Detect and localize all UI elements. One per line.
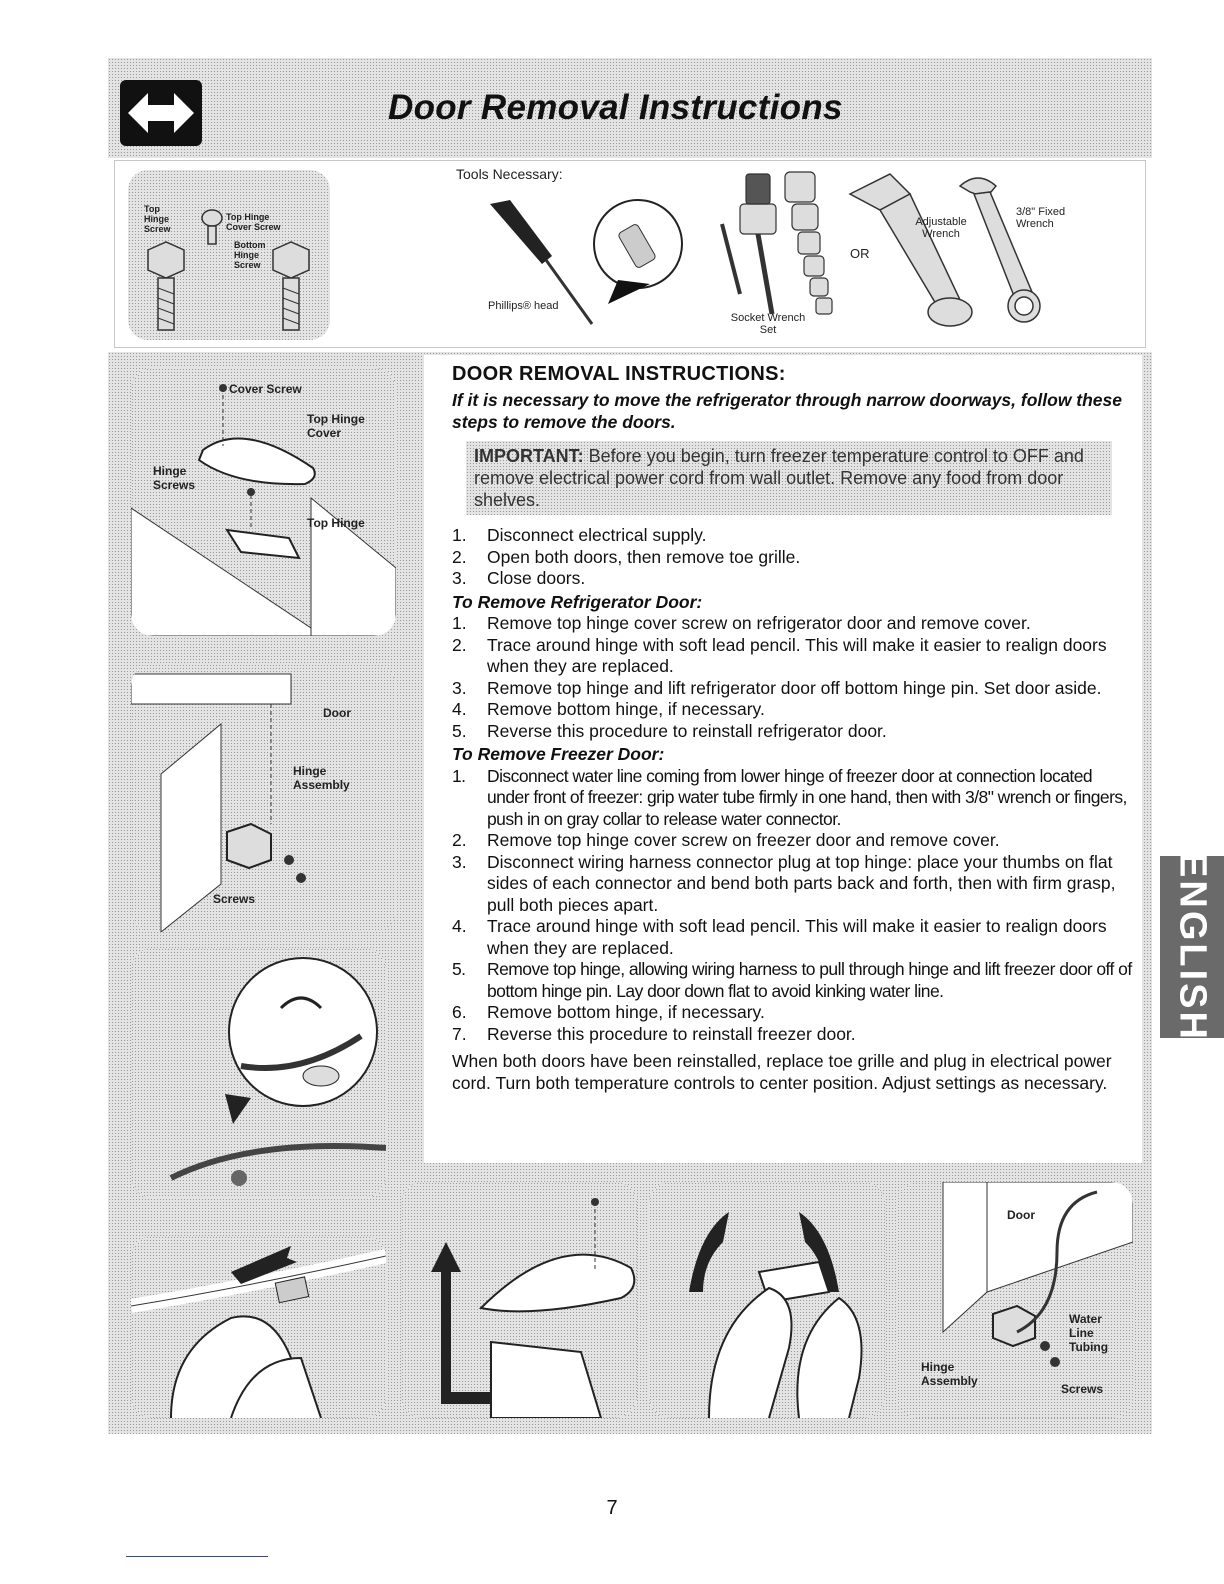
- hinge-screws-illustration: [128, 170, 330, 340]
- freezer-steps: [452, 766, 1132, 1046]
- adjustable-wrench-label: Adjustable Wrench: [915, 216, 967, 240]
- page-title: Door Removal Instructions: [388, 88, 843, 127]
- refrigerator-heading: To Remove Refrigerator Door:: [452, 591, 703, 612]
- section-heading: DOOR REMOVAL INSTRUCTIONS:: [452, 363, 786, 385]
- closing-text: When both doors have been reinstalled, replace toe grille and plug in electrical power cord. Turn both temperature controls to center position. Adjust settings as necessary.: [452, 1051, 1112, 1093]
- top-hinge-illustration: [131, 368, 396, 636]
- lift-cover-illustration: [401, 1182, 637, 1418]
- water-line-tubing-label: Water Line Tubing: [1069, 1312, 1109, 1354]
- screws-label: Screws: [1061, 1382, 1104, 1396]
- list-item: 3. Close doors.: [452, 568, 586, 588]
- hinge-assembly-label: Hinge Assembly: [293, 764, 350, 792]
- language-tab-label: ENGLISH: [1171, 852, 1214, 1042]
- list-item: 1. Disconnect electrical supply.: [452, 525, 707, 545]
- instructions-text: [452, 362, 1132, 1094]
- hinge-screws-label: Hinge Screws: [153, 464, 196, 492]
- list-item: 2. Open both doors, then remove toe grille.: [452, 546, 801, 567]
- double-arrow-icon: [120, 80, 202, 146]
- cover-screw-label: Cover Screw: [229, 382, 302, 396]
- list-item: 3. Disconnect wiring harness connector plug at top hinge: place your thumbs on flat sides of each connector and bend both parts back and forth, then with firm grasp, pull both pieces apart.: [452, 851, 1116, 915]
- page-number: 7: [606, 1497, 618, 1519]
- list-item: 6. Remove bottom hinge, if necessary.: [452, 1002, 765, 1022]
- important-notice: [466, 441, 1112, 515]
- top-hinge-screw-label: Top Hinge Screw: [144, 204, 171, 234]
- footer-rule: [126, 1556, 268, 1557]
- disconnect-harness-illustration: [649, 1182, 885, 1418]
- tools-heading: Tools Necessary:: [456, 166, 563, 182]
- list-item: 7. Reverse this procedure to reinstall freezer door.: [452, 1023, 856, 1044]
- list-item: 4. Trace around hinge with soft lead pencil. This will make it easier to realign doors when they are replaced.: [452, 916, 1107, 958]
- important-text: Before you begin, turn freezer temperature control to OFF and remove electrical power cord from wall outlet. Remove any food from door shelves.: [474, 446, 1084, 510]
- list-item: 4. Remove bottom hinge, if necessary.: [452, 699, 765, 719]
- bottom-hinge-screw-label: Bottom Hinge Screw: [234, 240, 266, 270]
- bottom-hinge-illustration: [131, 664, 396, 932]
- fixed-wrench-label: 3/8" Fixed Wrench: [1016, 206, 1066, 230]
- water-line-illustration: [131, 1236, 386, 1418]
- hinge-assembly-label: Hinge Assembly: [921, 1360, 978, 1388]
- socket-wrench-set-label: Socket Wrench Set: [730, 312, 806, 336]
- list-item: 5. Reverse this procedure to reinstall refrigerator door.: [452, 720, 887, 741]
- or-label: OR: [850, 246, 870, 261]
- wiring-connector-illustration: [131, 948, 386, 1198]
- freezer-hinge-illustration: [897, 1182, 1133, 1418]
- top-hinge-cover-label: Top Hinge Cover: [307, 412, 365, 440]
- list-item: 5. Remove top hinge, allowing wiring harness to pull through hinge and lift freezer door off of bottom hinge pin. Lay door down flat to avoid kinking water line.: [452, 959, 1132, 1001]
- refrigerator-steps: [452, 613, 1132, 742]
- tools-illustration: [440, 164, 1140, 344]
- general-steps: [452, 525, 1132, 590]
- top-hinge-cover-screw-label: Top Hinge Cover Screw: [226, 212, 281, 232]
- intro-text: If it is necessary to move the refrigerator through narrow doorways, follow these steps to remove the doors.: [452, 390, 1123, 432]
- list-item: 2. Trace around hinge with soft lead pencil. This will make it easier to realign doors when they are replaced.: [452, 634, 1107, 676]
- language-tab: [1160, 852, 1224, 1042]
- list-item: 1. Disconnect water line coming from lower hinge of freezer door at connection located under front of freezer: grip water tube firmly in one hand, then with 3/8" wrench or fingers, push in on gray collar to release water connector.: [452, 765, 1127, 829]
- freezer-heading: To Remove Freezer Door:: [452, 744, 665, 764]
- door-label: Door: [1007, 1208, 1035, 1222]
- important-label: IMPORTANT:: [474, 446, 584, 466]
- list-item: 2. Remove top hinge cover screw on freezer door and remove cover.: [452, 830, 1000, 850]
- top-hinge-label: Top Hinge: [307, 516, 365, 530]
- phillips-head-label: Phillips® head: [488, 300, 559, 312]
- door-label: Door: [323, 706, 351, 720]
- screws-label: Screws: [213, 892, 256, 906]
- list-item: 1. Remove top hinge cover screw on refrigerator door and remove cover.: [452, 613, 1031, 633]
- list-item: 3. Remove top hinge and lift refrigerator door off bottom hinge pin. Set door aside.: [452, 677, 1102, 698]
